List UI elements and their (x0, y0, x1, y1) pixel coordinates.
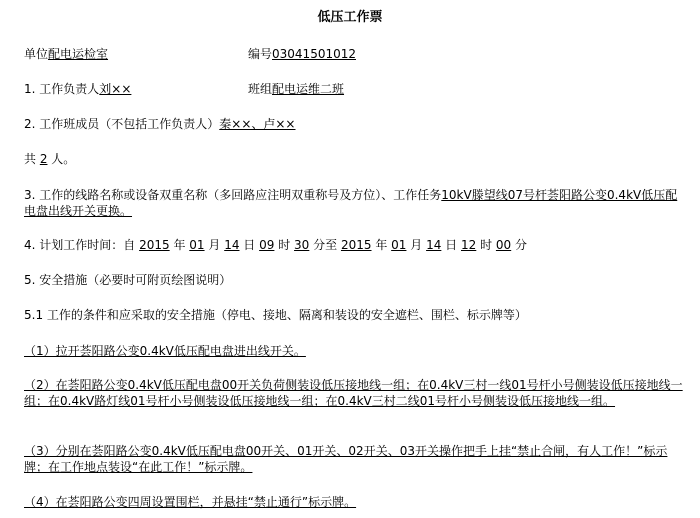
count-value: 2 (39, 152, 48, 166)
unit-day: 日 (239, 238, 260, 252)
planned-time-label: 4. 计划工作时间：自 (24, 238, 140, 252)
number-value: 03041501012 (272, 47, 356, 61)
measure-4: （4）在荟阳路公变四周设置围栏，并悬挂“禁止通行”标示牌。 (24, 495, 357, 509)
leader-value: 刘×× (99, 82, 132, 96)
safety-conditions-heading: 5.1 工作的条件和应采取的安全措施（停电、接地、隔离和装设的安全遮栏、围栏、标示牌等） (24, 308, 527, 322)
count-prefix: 共 (24, 152, 40, 166)
leader-label: 1. 工作负责人 (24, 82, 100, 96)
leader-field (24, 81, 131, 97)
members-value: 秦××、卢×× (219, 117, 296, 131)
start-minute: 30 (294, 238, 310, 252)
count-field (24, 151, 75, 167)
end-day: 14 (426, 238, 442, 252)
unit-year: 年 (169, 238, 190, 252)
count-suffix: 人。 (47, 152, 76, 166)
end-year: 2015 (340, 238, 372, 252)
unit-hour-2: 时 (476, 238, 496, 252)
end-month: 01 (391, 238, 407, 252)
task-field (24, 187, 686, 219)
members-label: 2. 工作班成员（不包括工作负责人） (24, 117, 220, 131)
unit-month: 月 (204, 238, 225, 252)
members-field (24, 116, 296, 132)
measure-1: （1）拉开荟阳路公变0.4kV低压配电盘进出线开关。 (24, 344, 306, 358)
unit-month-2: 月 (406, 238, 427, 252)
unit-year-2: 年 (371, 238, 392, 252)
number-label: 编号 (248, 47, 273, 61)
start-year: 2015 (139, 238, 170, 252)
start-month: 01 (189, 238, 205, 252)
unit-label: 单位 (24, 47, 49, 61)
start-hour: 09 (259, 238, 275, 252)
unit-minute-to: 分至 (309, 238, 341, 252)
team-label: 班组 (248, 82, 273, 96)
document-title: 低压工作票 (317, 10, 383, 25)
measure-2: （2）在荟阳路公变0.4kV低压配电盘00开关负荷侧装设低压接地线一组；在0.4kV三村一线01号杆小号侧装设低压接地线一组；在0.4kV路灯线01号杆小号侧装设低压接地线一组；在0.4kV三村二线01号杆小号侧装设低压接地线一组。 (24, 378, 683, 408)
end-minute: 00 (495, 238, 512, 252)
team-value: 配电运维二班 (272, 82, 345, 96)
end-hour: 12 (461, 238, 477, 252)
unit-value: 配电运检室 (48, 47, 109, 61)
task-label: 3. 工作的线路名称或设备双重名称（多回路应注明双重称号及方位）、工作任务 (24, 188, 442, 202)
safety-heading: 5. 安全措施（必要时可附页绘图说明） (24, 273, 232, 287)
number-field (248, 46, 356, 62)
unit-day-2: 日 (441, 238, 461, 252)
measure-3: （3）分别在荟阳路公变0.4kV低压配电盘00开关、01开关、02开关、03开关操作把手上挂“禁止合闸，有人工作！”标示牌；在工作地点装设“在此工作！”标示牌。 (24, 444, 668, 474)
unit-hour: 时 (274, 238, 295, 252)
task-value: 10kV滕望线07号杆荟阳路公变0.4kV低压配电盘出线开关更换。 (24, 188, 678, 218)
unit-minute: 分 (511, 238, 528, 252)
planned-time-field (24, 237, 527, 253)
start-day: 14 (224, 238, 240, 252)
team-field (248, 81, 344, 97)
unit-field (24, 46, 108, 62)
